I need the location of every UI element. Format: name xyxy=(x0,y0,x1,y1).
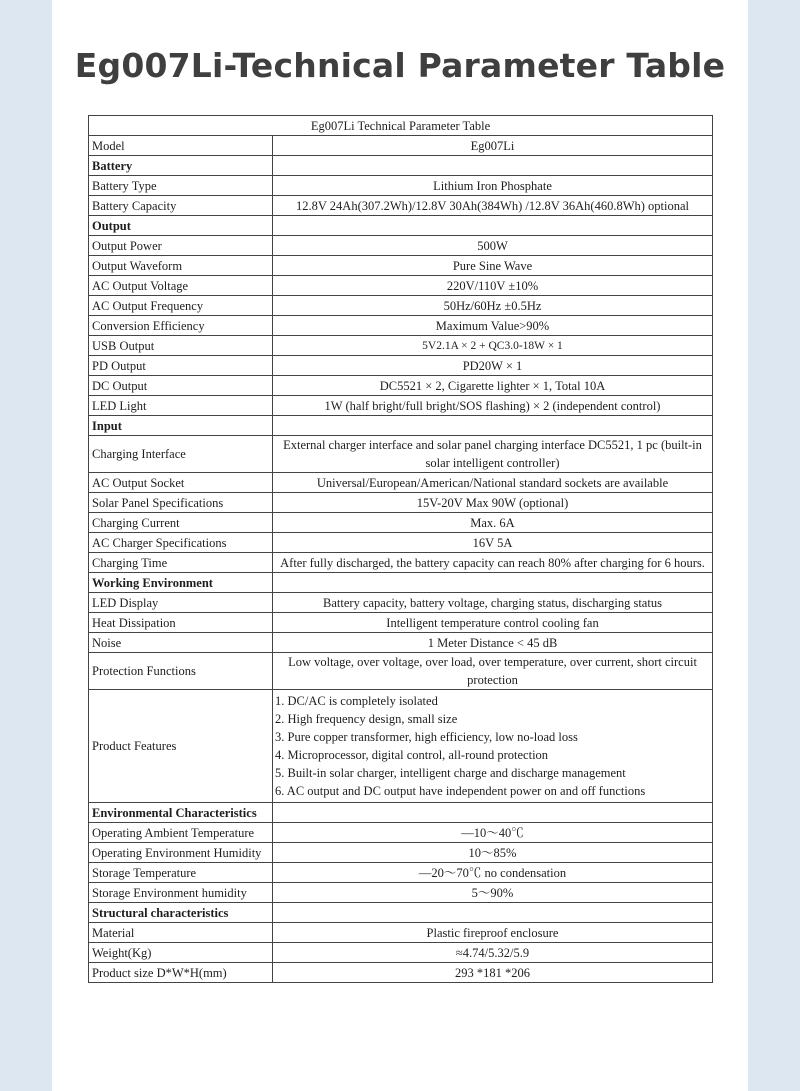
section-header-row xyxy=(89,803,713,823)
feature-item: 2. High frequency design, small size xyxy=(275,712,458,726)
section-header-row xyxy=(89,903,713,923)
feature-item: 4. Microprocessor, digital control, all-round protection xyxy=(275,748,549,762)
section-title: Output xyxy=(89,216,273,236)
row-value: ≈4.74/5.32/5.9 xyxy=(273,943,713,963)
table-row xyxy=(89,356,713,376)
row-label: Operating Ambient Temperature xyxy=(89,823,273,843)
row-label: Protection Functions xyxy=(89,653,273,690)
table-row xyxy=(89,533,713,553)
row-value: 220V/110V ±10% xyxy=(273,276,713,296)
table-row xyxy=(89,513,713,533)
row-value: 1 Meter Distance < 45 dB xyxy=(273,633,713,653)
row-value: Low voltage, over voltage, over load, over temperature, over current, short circuit protection xyxy=(273,653,713,690)
feature-item: 3. Pure copper transformer, high efficiency, low no-load loss xyxy=(275,730,578,744)
row-label: Storage Temperature xyxy=(89,863,273,883)
row-label: Conversion Efficiency xyxy=(89,316,273,336)
row-label: Model xyxy=(89,136,273,156)
row-value: After fully discharged, the battery capacity can reach 80% after charging for 6 hours. xyxy=(273,553,713,573)
table-caption: Eg007Li Technical Parameter Table xyxy=(89,116,713,136)
table-row xyxy=(89,316,713,336)
row-value: 500W xyxy=(273,236,713,256)
row-label: AC Output Frequency xyxy=(89,296,273,316)
row-value: Eg007Li xyxy=(273,136,713,156)
row-value: Universal/European/American/National standard sockets are available xyxy=(273,473,713,493)
feature-item: 1. DC/AC is completely isolated xyxy=(275,694,438,708)
row-value: Max. 6A xyxy=(273,513,713,533)
row-label: Product Features xyxy=(89,690,273,803)
table-row xyxy=(89,593,713,613)
section-title: Environmental Characteristics xyxy=(89,803,273,823)
row-label: Material xyxy=(89,923,273,943)
parameter-table xyxy=(88,115,713,983)
table-row xyxy=(89,613,713,633)
row-label: DC Output xyxy=(89,376,273,396)
section-header-row xyxy=(89,156,713,176)
table-row xyxy=(89,493,713,513)
row-value: 1W (half bright/full bright/SOS flashing) × 2 (independent control) xyxy=(273,396,713,416)
table-row xyxy=(89,296,713,316)
section-title: Battery xyxy=(89,156,273,176)
row-label: Heat Dissipation xyxy=(89,613,273,633)
row-label: Solar Panel Specifications xyxy=(89,493,273,513)
row-label: LED Light xyxy=(89,396,273,416)
row-value: Battery capacity, battery voltage, charging status, discharging status xyxy=(273,593,713,613)
table-row xyxy=(89,473,713,493)
row-value: Lithium Iron Phosphate xyxy=(273,176,713,196)
table-row xyxy=(89,653,713,690)
features-list xyxy=(273,690,713,803)
row-value: DC5521 × 2, Cigarette lighter × 1, Total 10A xyxy=(273,376,713,396)
row-value: 16V 5A xyxy=(273,533,713,553)
row-value: 50Hz/60Hz ±0.5Hz xyxy=(273,296,713,316)
row-value: 15V-20V Max 90W (optional) xyxy=(273,493,713,513)
table-row xyxy=(89,336,713,356)
table-row xyxy=(89,176,713,196)
row-value: —20～70℃ no condensation xyxy=(273,863,713,883)
row-label: AC Output Socket xyxy=(89,473,273,493)
row-label: AC Charger Specifications xyxy=(89,533,273,553)
row-label: AC Output Voltage xyxy=(89,276,273,296)
row-value: 5V2.1A × 2 + QC3.0-18W × 1 xyxy=(273,336,713,356)
row-label: Storage Environment humidity xyxy=(89,883,273,903)
table-row xyxy=(89,256,713,276)
row-value: Pure Sine Wave xyxy=(273,256,713,276)
feature-item: 6. AC output and DC output have independent power on and off functions xyxy=(275,784,646,798)
row-label: Operating Environment Humidity xyxy=(89,843,273,863)
section-title: Structural characteristics xyxy=(89,903,273,923)
row-label: Charging Current xyxy=(89,513,273,533)
section-header-row xyxy=(89,573,713,593)
row-value: External charger interface and solar panel charging interface DC5521, 1 pc (built-in solar intelligent controller) xyxy=(273,436,713,473)
row-label: Battery Capacity xyxy=(89,196,273,216)
row-value: —10～40℃ xyxy=(273,823,713,843)
table-row xyxy=(89,943,713,963)
table-row xyxy=(89,436,713,473)
table-row xyxy=(89,553,713,573)
table-row xyxy=(89,823,713,843)
table-row xyxy=(89,376,713,396)
row-label: LED Display xyxy=(89,593,273,613)
row-value: PD20W × 1 xyxy=(273,356,713,376)
row-label: USB Output xyxy=(89,336,273,356)
table-row xyxy=(89,276,713,296)
table-row xyxy=(89,633,713,653)
table-row xyxy=(89,923,713,943)
table-row xyxy=(89,396,713,416)
row-label: Charging Time xyxy=(89,553,273,573)
row-value: Intelligent temperature control cooling fan xyxy=(273,613,713,633)
row-label: Weight(Kg) xyxy=(89,943,273,963)
row-label: Charging Interface xyxy=(89,436,273,473)
row-value: 293 *181 *206 xyxy=(273,963,713,983)
table-row xyxy=(89,843,713,863)
table-row xyxy=(89,236,713,256)
row-value: 5～90% xyxy=(273,883,713,903)
row-label: Battery Type xyxy=(89,176,273,196)
table-row xyxy=(89,863,713,883)
table-row xyxy=(89,196,713,216)
table-row xyxy=(89,136,713,156)
row-label: Output Waveform xyxy=(89,256,273,276)
section-title: Input xyxy=(89,416,273,436)
table-row xyxy=(89,883,713,903)
row-label: Output Power xyxy=(89,236,273,256)
section-title: Working Environment xyxy=(89,573,273,593)
row-value: Maximum Value>90% xyxy=(273,316,713,336)
row-value: Plastic fireproof enclosure xyxy=(273,923,713,943)
row-label: Product size D*W*H(mm) xyxy=(89,963,273,983)
row-value: 10～85% xyxy=(273,843,713,863)
row-label: PD Output xyxy=(89,356,273,376)
feature-item: 5. Built-in solar charger, intelligent charge and discharge management xyxy=(275,766,626,780)
row-label: Noise xyxy=(89,633,273,653)
page-title: Eg007Li-Technical Parameter Table xyxy=(74,46,726,85)
table-row xyxy=(89,963,713,983)
section-header-row xyxy=(89,216,713,236)
row-value: 12.8V 24Ah(307.2Wh)/12.8V 30Ah(384Wh) /12.8V 36Ah(460.8Wh) optional xyxy=(273,196,713,216)
section-header-row xyxy=(89,416,713,436)
features-row xyxy=(89,690,713,803)
